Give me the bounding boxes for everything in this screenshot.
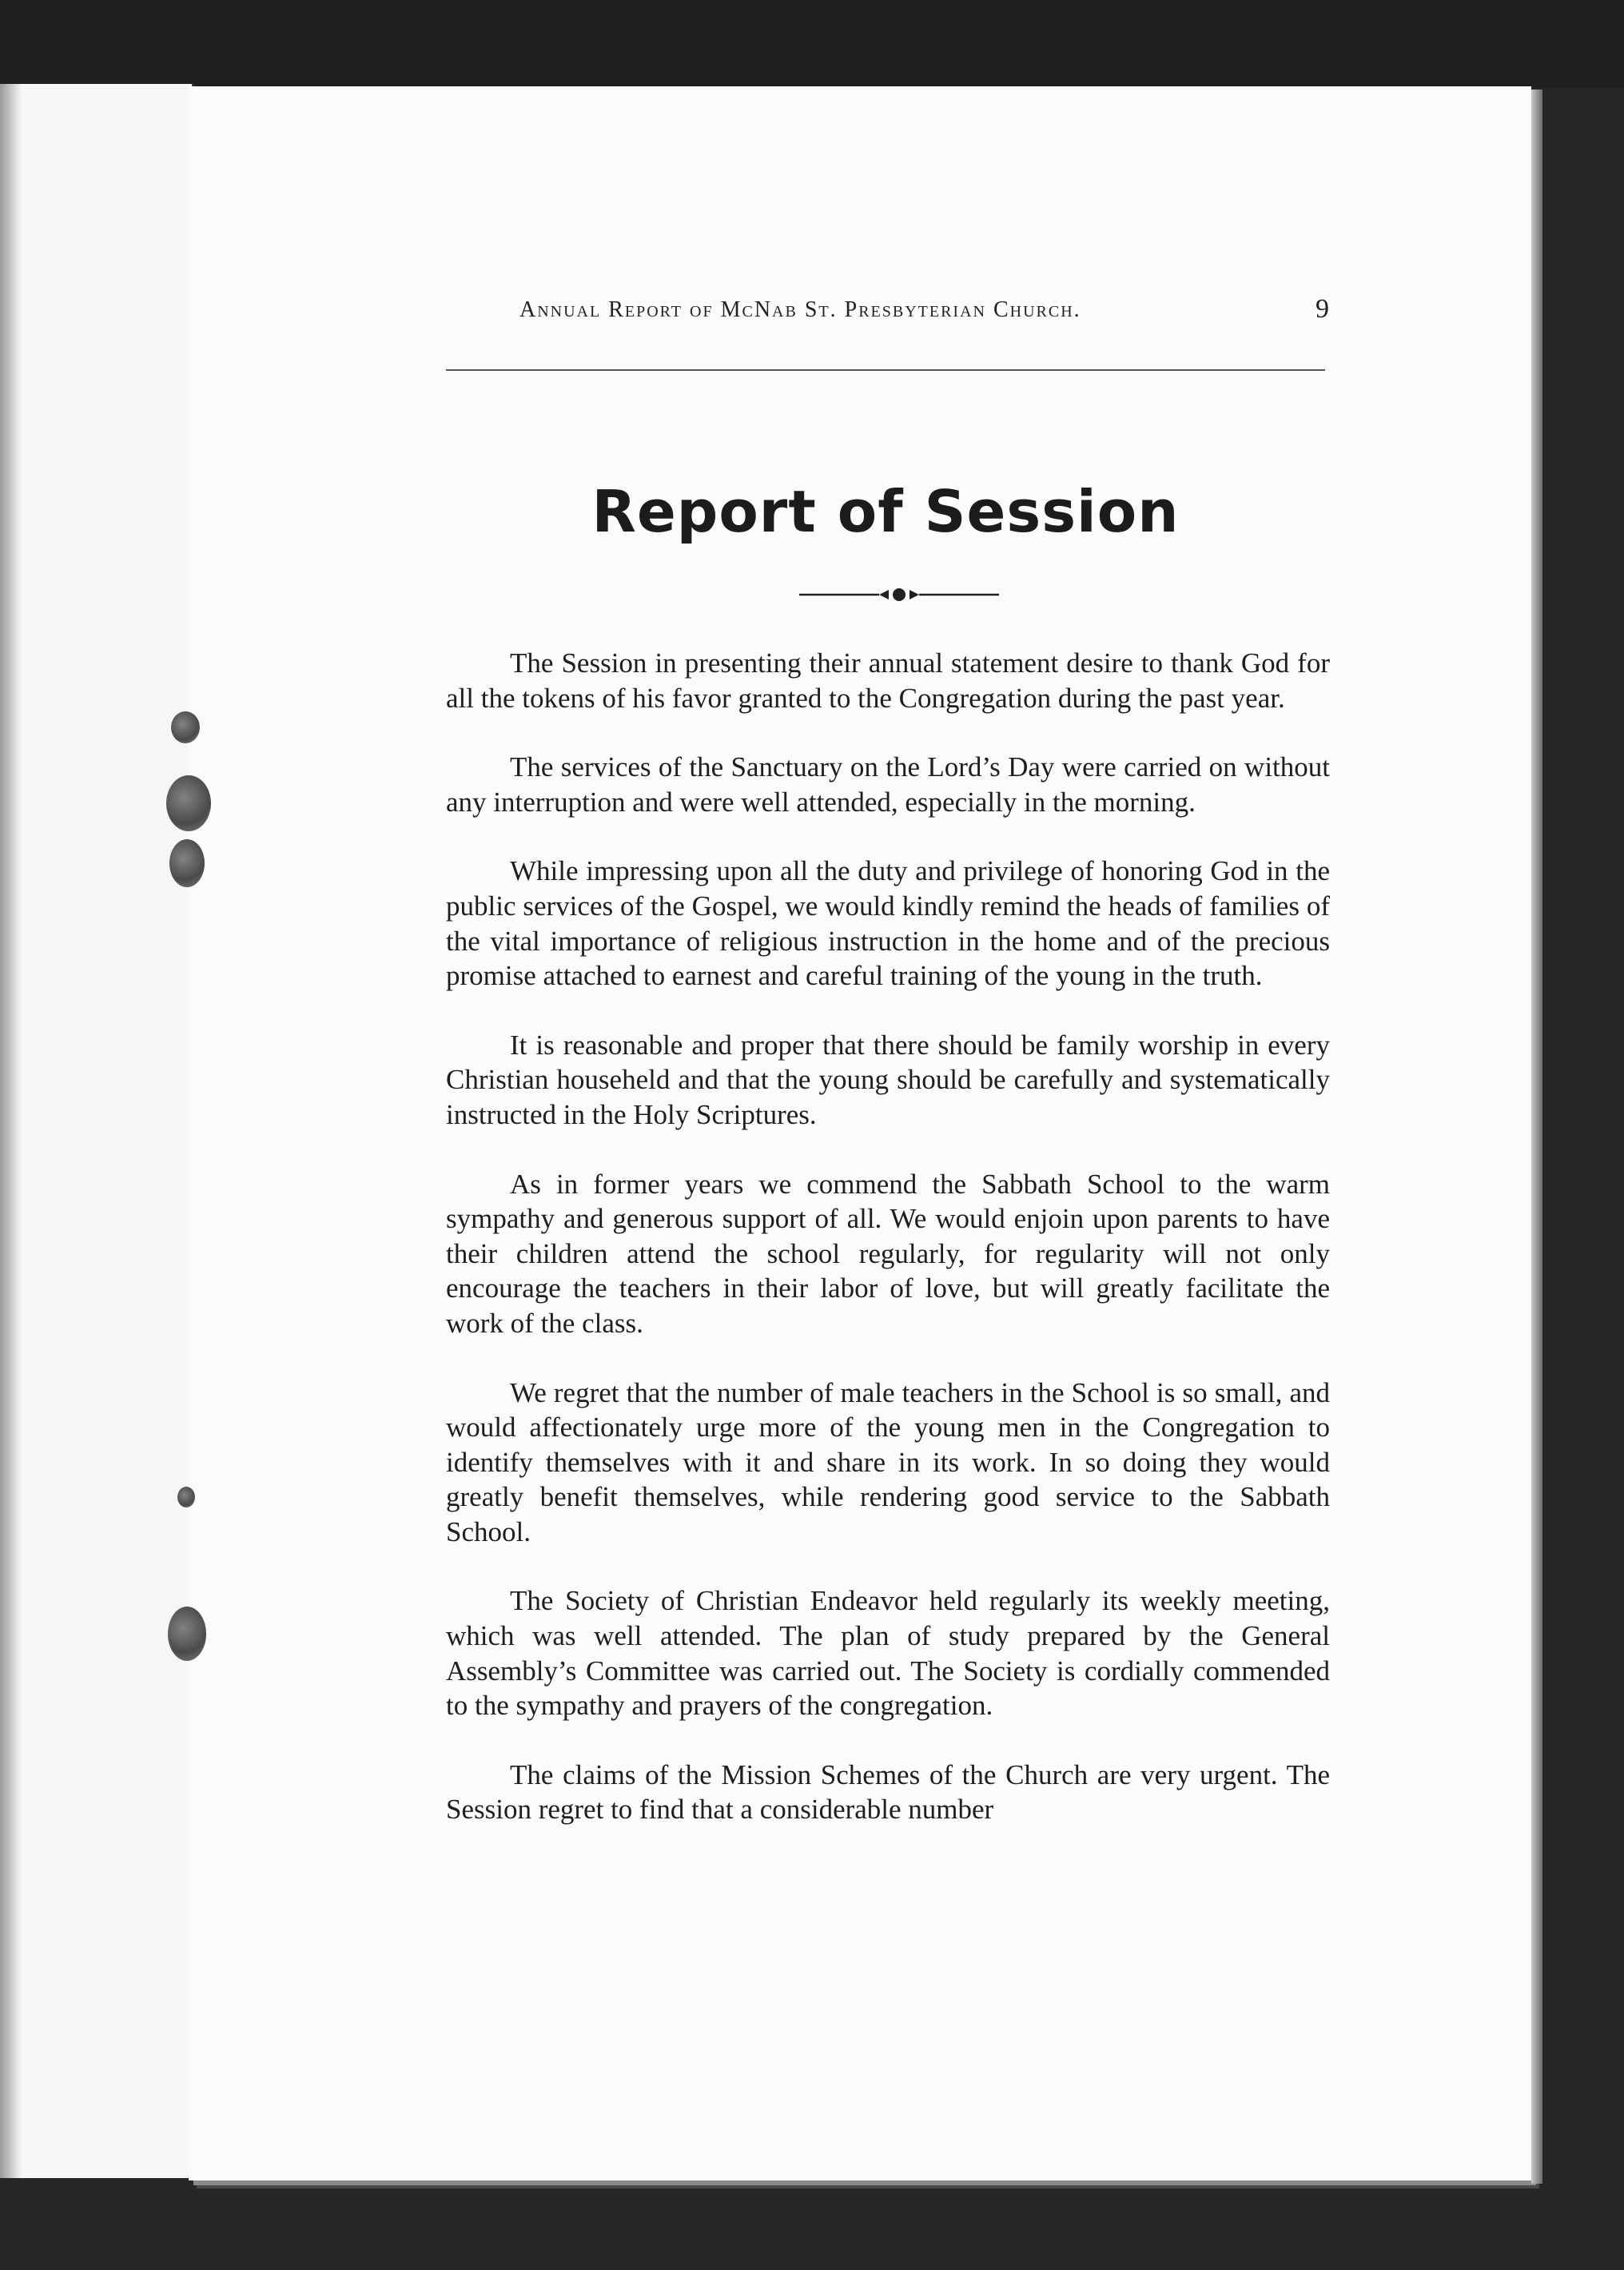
report-body [446,646,1330,1862]
paragraph: The services of the Sanctuary on the Lord’s Day were carried on without any interruption and were well attended, especially in the morning. [446,751,1330,818]
paragraph: It is reasonable and proper that there should be family worship in every Christian househeld and that the young should be carefully and systematically instructed in the Holy Scriptures. [446,1029,1330,1130]
facing-page-shadow [0,84,21,2178]
binding-stain [166,775,211,831]
facing-page [0,84,194,2178]
section-title: Report of Session [591,478,1180,545]
paragraph: We regret that the number of male teachers in the School is so small, and would affectionately urge more of the young men in the Congregation to identify themselves with it and share in its work. In so doing they would greatly benefit themselves, while rendering good service to the Sabbath School. [446,1376,1330,1547]
binding-stain [168,1607,206,1661]
binding-stain [169,839,205,887]
page-number: 9 [1316,294,1329,324]
running-title: Annual Report of McNab St. Presbyterian Church. [519,297,1081,322]
binding-stain [177,1487,195,1507]
paragraph: As in former years we commend the Sabbath School to the warm sympathy and generous support of all. We would enjoin upon parents to have their children attend the school regularly, for regularity will not only encourage the teachers in their labor of love, but will greatly facilitate the work of the class. [446,1168,1330,1339]
header-rule [446,369,1325,371]
paragraph: The Society of Christian Endeavor held regularly its weekly meeting, which was well attended. The plan of study prepared by the General Assembly’s Committee was carried out. The Society is cordially commended to the sympathy and prayers of the congregation. [446,1585,1330,1722]
paragraph: While impressing upon all the duty and privilege of honoring God in the public services of the Gospel, we would kindly remind the heads of families of the vital importance of religious instruction in the home and of the precious promise attached to earnest and careful training of the young in the truth. [446,855,1330,992]
running-header [519,297,1319,337]
paragraph: The Session in presenting their annual statement desire to thank God for all the tokens of his favor granted to the Congregation during the past year. [446,647,1330,714]
binding-stain [171,711,200,743]
scanner-background [0,0,1624,88]
page-edge [1531,90,1542,2184]
title-ornament [799,585,999,604]
paragraph: The claims of the Mission Schemes of the Church are very urgent. The Session regret to find that a considerable number [446,1758,1330,1826]
